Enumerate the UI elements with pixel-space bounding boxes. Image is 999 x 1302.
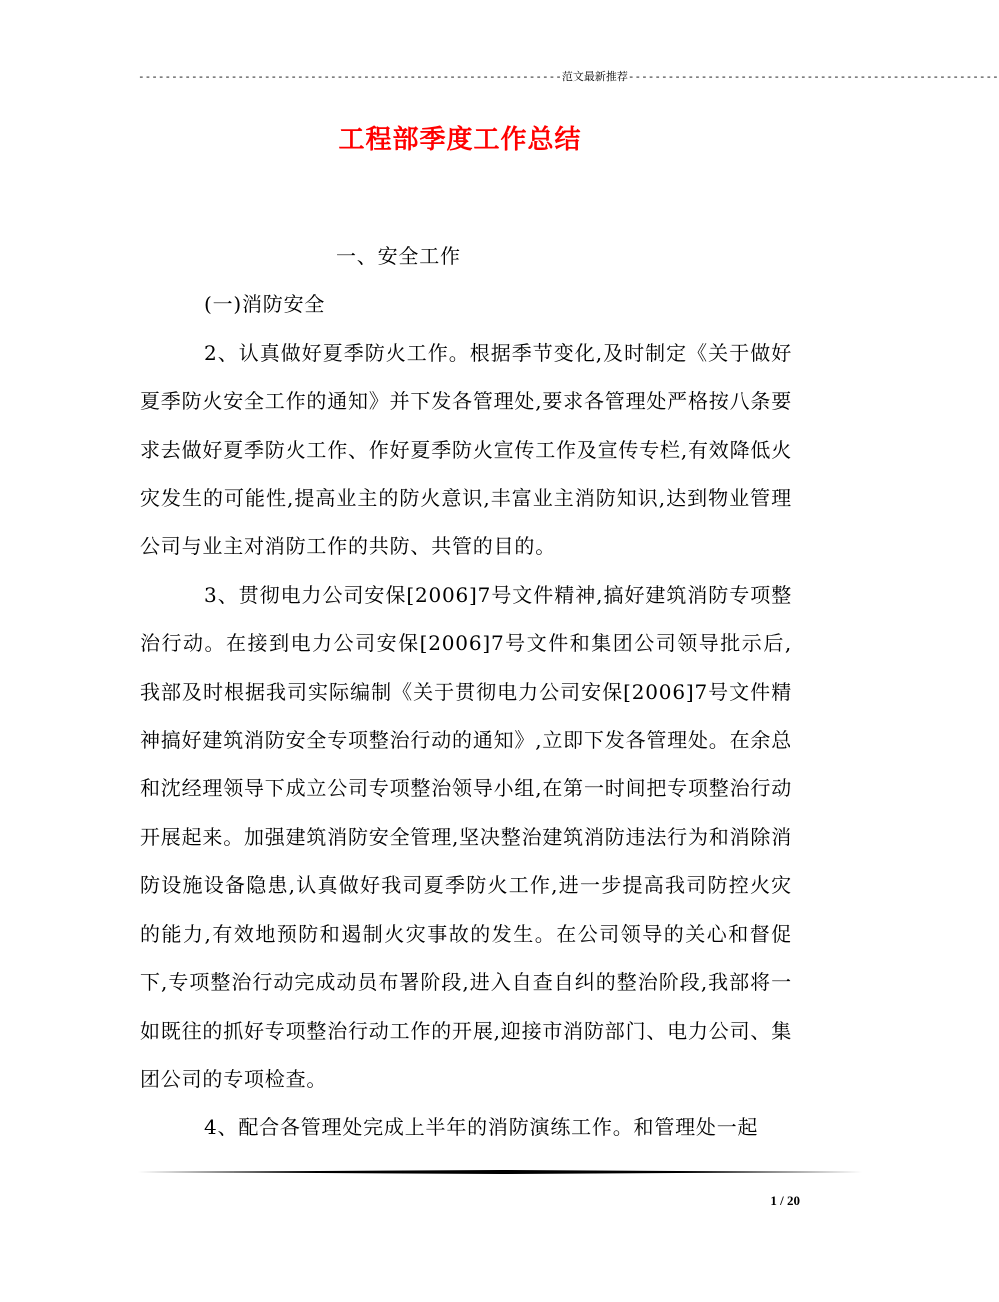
page-number: 1 / 20	[770, 1193, 800, 1208]
footer-divider	[138, 1170, 862, 1174]
paragraph-item-3: 3、贯彻电力公司安保[2006]7号文件精神,搞好建筑消防专项整治行动。在接到电力公司安保[2006]7号文件和集团公司领导批示后,我部及时根据我司实际编制《关于贯彻电力公司安保[2006]7号文件精神搞好建筑消防安全专项整治行动的通知》,立即下发各管理处。在余总和沈经理领导下成立公司专项整治领导小组,在第一时间把专项整治行动开展起来。加强建筑消防安全管理,坚决整治建筑消防违法行为和消除消防设施设备隐患,认真做好我司夏季防火工作,进一步提高我司防控火灾的能力,有效地预防和遏制火灾事故的发生。在公司领导的关心和督促下,专项整治行动完成动员布署阶段,进入自查自纠的整治阶段,我部将一如既往的抓好专项整治行动工作的开展,迎接市消防部门、电力公司、集团公司的专项检查。	[140, 582, 792, 1091]
subsection-heading: (一)消防安全	[204, 292, 326, 317]
paragraph-item-4: 4、配合各管理处完成上半年的消防演练工作。和管理处一起	[204, 1115, 759, 1140]
section-heading: 一、安全工作	[336, 244, 461, 268]
document-body	[140, 232, 792, 1152]
paragraph-item-2: 2、认真做好夏季防火工作。根据季节变化,及时制定《关于做好夏季防火安全工作的通知》并下发各管理处,要求各管理处严格按八条要求去做好夏季防火工作、作好夏季防火宣传工作及宣传专栏,有效降低火灾发生的可能性,提高业主的防火意识,丰富业主消防知识,达到物业管理公司与业主对消防工作的共防、共管的目的。	[140, 340, 792, 559]
document-title: 工程部季度工作总结	[338, 125, 582, 155]
page-header-banner: ----------------------------------------------------------------范文最新推荐--------------------------------------------------------	[138, 70, 999, 83]
